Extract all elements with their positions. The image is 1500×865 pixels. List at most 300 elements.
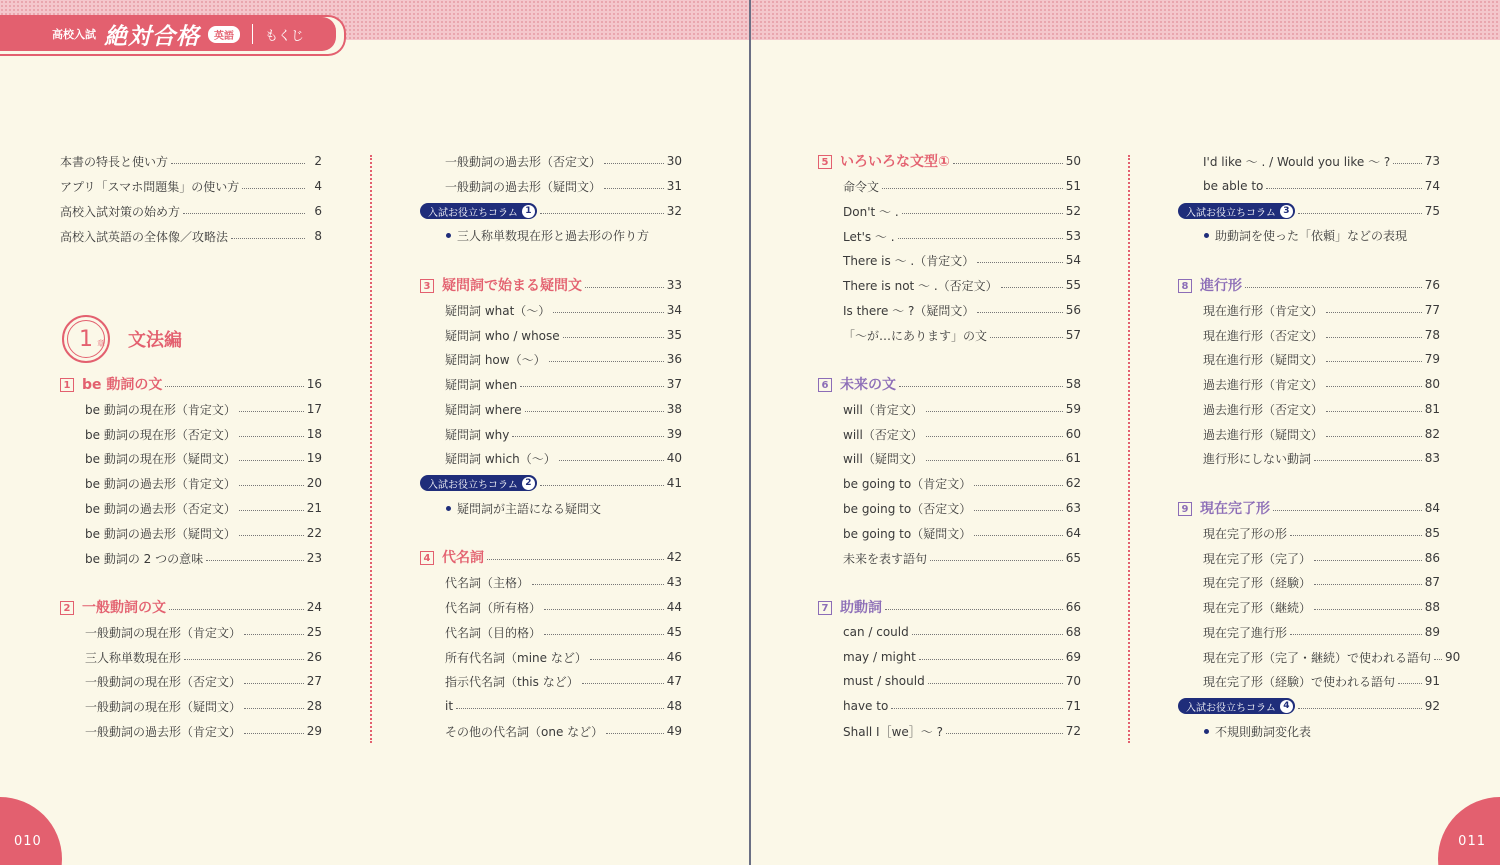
- toc-entry[interactable]: [818, 647, 1081, 667]
- leader-dots: [1298, 708, 1422, 709]
- toc-entry[interactable]: [60, 498, 322, 518]
- column-entry[interactable]: [420, 201, 682, 221]
- leader-dots: [1314, 609, 1422, 610]
- toc-entry-label: 代名詞（目的格）: [445, 625, 542, 640]
- toc-entry-page: 85: [1424, 526, 1440, 540]
- leader-dots: [1290, 535, 1422, 536]
- toc-entry[interactable]: [60, 424, 322, 444]
- toc-entry[interactable]: [818, 226, 1081, 246]
- toc-entry-label: can / could: [843, 625, 909, 639]
- leader-dots: [919, 659, 1063, 660]
- toc-entry-page: 25: [306, 625, 322, 639]
- toc-entry-label: 本書の特長と使い方: [60, 154, 169, 169]
- leader-dots: [590, 659, 664, 660]
- toc-entry-label: be going to（疑問文）: [843, 526, 972, 541]
- leader-dots: [928, 683, 1063, 684]
- leader-dots: [512, 436, 663, 437]
- column-badge: [420, 475, 537, 491]
- leader-dots: [1326, 361, 1422, 362]
- toc-entry[interactable]: [420, 696, 682, 716]
- bullet-icon: [446, 233, 451, 238]
- toc-entry[interactable]: [420, 572, 682, 592]
- leader-dots: [532, 584, 664, 585]
- toc-entry[interactable]: [420, 325, 682, 345]
- leader-dots: [487, 559, 664, 560]
- toc-entry-page: 77: [1424, 303, 1440, 317]
- toc-entry-page: 16: [306, 377, 322, 391]
- toc-section-heading[interactable]: [1178, 275, 1440, 295]
- chapter-suffix: 章: [97, 339, 105, 348]
- toc-entry[interactable]: [60, 647, 322, 667]
- leader-dots: [244, 708, 304, 709]
- toc-entry-page: 40: [666, 451, 682, 465]
- section-title: いろいろな文型①: [840, 154, 950, 170]
- toc-entry-page: 75: [1424, 204, 1440, 218]
- leader-dots: [585, 287, 664, 288]
- leader-dots: [239, 411, 304, 412]
- toc-entry-label: 三人称単数現在形: [85, 650, 182, 665]
- toc-entry[interactable]: [60, 151, 322, 171]
- section-title: 進行形: [1200, 278, 1242, 294]
- toc-entry[interactable]: [1178, 671, 1440, 691]
- bullet-icon: [1204, 729, 1209, 734]
- leader-dots: [239, 535, 304, 536]
- toc-entry[interactable]: [818, 498, 1081, 518]
- header-prefix: 高校入試: [52, 28, 96, 41]
- toc-entry[interactable]: [420, 300, 682, 320]
- leader-dots: [1326, 312, 1422, 313]
- leader-dots: [912, 634, 1063, 635]
- toc-entry-page: 80: [1424, 377, 1440, 391]
- page-number-left: 010: [14, 834, 42, 849]
- toc-entry[interactable]: [1178, 374, 1440, 394]
- toc-section-heading[interactable]: [1178, 498, 1440, 518]
- toc-entry-label: 一般動詞の過去形（疑問文）: [445, 179, 602, 194]
- section-number: 2: [60, 601, 74, 615]
- toc-entry-page: 89: [1424, 625, 1440, 639]
- toc-entry-page: 4: [314, 179, 322, 193]
- toc-entry-label: be 動詞の現在形（疑問文）: [85, 451, 236, 466]
- toc-entry-page: 79: [1424, 352, 1440, 366]
- toc-entry-page: 44: [666, 600, 682, 614]
- toc-entry-page: 60: [1065, 427, 1081, 441]
- toc-entry-label: 現在完了形（完了・継続）で使われる語句: [1203, 650, 1432, 665]
- toc-entry-label: 過去進行形（肯定文）: [1203, 377, 1324, 392]
- leader-dots: [1290, 634, 1422, 635]
- toc-entry-page: 50: [1065, 154, 1081, 168]
- leader-dots: [977, 312, 1062, 313]
- toc-entry-label: 疑問詞 how（～）: [445, 352, 546, 367]
- column-badge-number: 2: [522, 477, 535, 490]
- toc-section-heading[interactable]: [60, 374, 322, 394]
- toc-entry-label: 代名詞（主格）: [445, 575, 530, 590]
- toc-entry-page: 28: [306, 699, 322, 713]
- leader-dots: [244, 634, 304, 635]
- toc-entry-label: 一般動詞の過去形（肯定文）: [85, 724, 242, 739]
- toc-entry-label: 一般動詞の現在形（肯定文）: [85, 625, 242, 640]
- toc-entry-page: 83: [1424, 451, 1440, 465]
- section-title: be 動詞の文: [82, 377, 163, 393]
- page-number-circle-left: [0, 797, 62, 865]
- toc-entry[interactable]: [60, 721, 322, 741]
- toc-entry-page: 64: [1065, 526, 1081, 540]
- toc-entry-page: 26: [306, 650, 322, 664]
- column-badge-number: 1: [522, 205, 535, 218]
- toc-entry-page: 23: [306, 551, 322, 565]
- toc-entry-page: 84: [1424, 501, 1440, 515]
- subject-badge: 英語: [208, 26, 240, 43]
- leader-dots: [977, 262, 1063, 263]
- toc-entry-page: 88: [1424, 600, 1440, 614]
- column-badge-label: 入試お役立ちコラム: [428, 207, 518, 219]
- toc-entry-label: be going to（肯定文）: [843, 476, 972, 491]
- toc-entry-page: 70: [1065, 674, 1081, 688]
- toc-entry[interactable]: [1178, 572, 1440, 592]
- column-note[interactable]: [1204, 721, 1311, 741]
- column-note[interactable]: [446, 498, 601, 518]
- toc-entry-page: 20: [306, 476, 322, 490]
- toc-entry[interactable]: [60, 399, 322, 419]
- toc-entry[interactable]: [818, 325, 1081, 345]
- toc-entry-label: Is there ～ ?（疑問文）: [843, 303, 975, 318]
- toc-entry-label: have to: [843, 699, 889, 713]
- toc-entry[interactable]: [420, 448, 682, 468]
- toc-entry[interactable]: [420, 647, 682, 667]
- toc-entry-page: 41: [666, 476, 682, 490]
- toc-entry[interactable]: [818, 671, 1081, 691]
- toc-entry-page: 38: [666, 402, 682, 416]
- toc-entry-page: 61: [1065, 451, 1081, 465]
- toc-entry-page: 19: [306, 451, 322, 465]
- toc-entry-label: 一般動詞の現在形（疑問文）: [85, 699, 242, 714]
- toc-entry-page: 18: [306, 427, 322, 441]
- toc-entry[interactable]: [818, 424, 1081, 444]
- leader-dots: [540, 213, 664, 214]
- toc-entry-label: 高校入試英語の全体像／攻略法: [60, 229, 229, 244]
- toc-entry-page: 76: [1424, 278, 1440, 292]
- toc-entry-label: 未来を表す語句: [843, 551, 928, 566]
- toc-entry[interactable]: [60, 226, 322, 246]
- toc-entry-page: 33: [666, 278, 682, 292]
- toc-entry-label: Let's ～ .: [843, 229, 895, 244]
- toc-entry-label: be 動詞の 2 つの意味: [85, 551, 204, 566]
- toc-entry[interactable]: [818, 448, 1081, 468]
- toc-entry-page: 21: [306, 501, 322, 515]
- toc-entry-page: 73: [1424, 154, 1440, 168]
- column-entry[interactable]: [1178, 696, 1440, 716]
- toc-entry-page: 8: [314, 229, 322, 243]
- leader-dots: [953, 163, 1063, 164]
- leader-dots: [544, 609, 664, 610]
- leader-dots: [549, 361, 664, 362]
- toc-entry-page: 37: [666, 377, 682, 391]
- toc-entry-label: 代名詞（所有格）: [445, 600, 542, 615]
- toc-entry[interactable]: [60, 201, 322, 221]
- toc-entry[interactable]: [60, 548, 322, 568]
- leader-dots: [974, 510, 1063, 511]
- toc-entry-page: 34: [666, 303, 682, 317]
- section-title: 代名詞: [442, 550, 484, 566]
- toc-entry-page: 49: [666, 724, 682, 738]
- toc-entry[interactable]: [818, 622, 1081, 642]
- column-badge: [420, 203, 537, 219]
- toc-entry[interactable]: [420, 597, 682, 617]
- page-number-right: 011: [1458, 834, 1486, 849]
- toc-entry-page: 90: [1445, 650, 1461, 664]
- toc-entry-label: 現在進行形（否定文）: [1203, 328, 1324, 343]
- section-number: 6: [818, 378, 832, 392]
- toc-entry-page: 27: [306, 674, 322, 688]
- column-badge-label: 入試お役立ちコラム: [1186, 207, 1276, 219]
- leader-dots: [882, 188, 1063, 189]
- section-title: 一般動詞の文: [82, 600, 166, 616]
- leader-dots: [990, 337, 1063, 338]
- toc-entry[interactable]: [60, 622, 322, 642]
- section-number: 7: [818, 601, 832, 615]
- leader-dots: [1398, 683, 1422, 684]
- toc-entry-page: 63: [1065, 501, 1081, 515]
- section-number: 9: [1178, 502, 1192, 516]
- toc-entry-label: 一般動詞の過去形（否定文）: [445, 154, 602, 169]
- header-title: 絶対合格: [104, 23, 200, 50]
- toc-entry-label: 現在完了進行形: [1203, 625, 1288, 640]
- leader-dots: [898, 238, 1063, 239]
- toc-entry-page: 29: [306, 724, 322, 738]
- leader-dots: [1326, 411, 1422, 412]
- toc-section-heading[interactable]: [60, 597, 322, 617]
- toc-entry[interactable]: [818, 300, 1081, 320]
- leader-dots: [926, 436, 1063, 437]
- toc-section-heading[interactable]: [818, 374, 1081, 394]
- leader-dots: [171, 163, 305, 164]
- book-spine: [749, 0, 751, 865]
- toc-entry[interactable]: [818, 548, 1081, 568]
- leader-dots: [930, 560, 1063, 561]
- toc-entry-label: may / might: [843, 650, 916, 664]
- leader-dots: [520, 386, 663, 387]
- toc-entry-label: 現在完了形（経験）: [1203, 575, 1312, 590]
- leader-dots: [926, 411, 1063, 412]
- leader-dots: [553, 312, 663, 313]
- toc-entry-page: 92: [1424, 699, 1440, 713]
- toc-entry[interactable]: [420, 622, 682, 642]
- leader-dots: [1314, 584, 1422, 585]
- column-note-label: 不規則動詞変化表: [1215, 724, 1312, 739]
- toc-entry-page: 65: [1065, 551, 1081, 565]
- toc-entry[interactable]: [1178, 349, 1440, 369]
- section-title: 疑問詞で始まる疑問文: [442, 278, 582, 294]
- toc-entry-label: Don't ～ .: [843, 204, 899, 219]
- toc-entry[interactable]: [1178, 622, 1440, 642]
- toc-entry[interactable]: [420, 151, 682, 171]
- toc-entry[interactable]: [420, 374, 682, 394]
- leader-dots: [244, 733, 304, 734]
- toc-entry[interactable]: [420, 671, 682, 691]
- toc-entry-label: There is not ～ .（否定文）: [843, 278, 998, 293]
- toc-entry[interactable]: [1178, 523, 1440, 543]
- leader-dots: [239, 436, 304, 437]
- toc-entry[interactable]: [1178, 647, 1461, 667]
- section-number: 5: [818, 155, 832, 169]
- toc-entry-page: 68: [1065, 625, 1081, 639]
- toc-entry[interactable]: [420, 721, 682, 741]
- column-note-label: 三人称単数現在形と過去形の作り方: [457, 228, 650, 243]
- leader-dots: [606, 733, 664, 734]
- column-entry[interactable]: [420, 473, 682, 493]
- toc-entry[interactable]: [1178, 424, 1440, 444]
- toc-entry[interactable]: [60, 696, 322, 716]
- toc-entry[interactable]: [818, 473, 1081, 493]
- leader-dots: [183, 213, 305, 214]
- toc-column-1: [60, 150, 322, 750]
- toc-entry-page: 52: [1065, 204, 1081, 218]
- chapter-title: 文法編: [128, 330, 182, 351]
- toc-entry-label: 高校入試対策の始め方: [60, 204, 181, 219]
- toc-entry-label: will（疑問文）: [843, 451, 923, 466]
- header-tab: [0, 17, 336, 51]
- toc-entry-page: 22: [306, 526, 322, 540]
- toc-entry-page: 87: [1424, 575, 1440, 589]
- toc-entry[interactable]: [818, 275, 1081, 295]
- toc-entry[interactable]: [1178, 176, 1440, 196]
- toc-entry-page: 31: [666, 179, 682, 193]
- toc-entry-page: 2: [314, 154, 322, 168]
- toc-entry-label: be 動詞の現在形（否定文）: [85, 427, 236, 442]
- toc-entry-label: 疑問詞 when: [445, 377, 518, 392]
- toc-entry[interactable]: [1178, 448, 1440, 468]
- leader-dots: [974, 485, 1063, 486]
- leader-dots: [456, 708, 664, 709]
- toc-entry[interactable]: [818, 399, 1081, 419]
- toc-entry-label: 疑問詞 who / whose: [445, 328, 560, 343]
- section-number: 4: [420, 551, 434, 565]
- toc-entry[interactable]: [420, 176, 682, 196]
- toc-entry-label: will（否定文）: [843, 427, 923, 442]
- toc-entry-label: 過去進行形（疑問文）: [1203, 427, 1324, 442]
- toc-entry-page: 57: [1065, 328, 1081, 342]
- leader-dots: [559, 460, 664, 461]
- leader-dots: [1245, 287, 1422, 288]
- toc-entry[interactable]: [1178, 325, 1440, 345]
- toc-entry-label: must / should: [843, 674, 925, 688]
- toc-entry-page: 47: [666, 674, 682, 688]
- toc-entry-page: 51: [1065, 179, 1081, 193]
- leader-dots: [165, 386, 303, 387]
- toc-entry[interactable]: [1178, 597, 1440, 617]
- toc-entry-label: 所有代名詞（mine など）: [445, 650, 587, 665]
- toc-entry[interactable]: [1178, 151, 1440, 171]
- column-note-label: 助動詞を使った「依頼」などの表現: [1215, 228, 1408, 243]
- toc-entry-label: 疑問詞 where: [445, 402, 522, 417]
- toc-entry-page: 6: [314, 204, 322, 218]
- leader-dots: [1001, 287, 1063, 288]
- toc-entry[interactable]: [60, 671, 322, 691]
- toc-section-heading[interactable]: [420, 547, 682, 567]
- column-badge: [1178, 698, 1295, 714]
- toc-entry-page: 48: [666, 699, 682, 713]
- toc-entry-label: be able to: [1203, 179, 1264, 193]
- leader-dots: [169, 609, 304, 610]
- toc-entry-page: 39: [666, 427, 682, 441]
- toc-entry[interactable]: [60, 448, 322, 468]
- leader-dots: [1326, 386, 1422, 387]
- column-badge-label: 入試お役立ちコラム: [1186, 702, 1276, 714]
- leader-dots: [891, 708, 1062, 709]
- toc-entry-page: 43: [666, 575, 682, 589]
- toc-entry[interactable]: [60, 176, 322, 196]
- leader-dots: [946, 733, 1063, 734]
- toc-entry[interactable]: [1178, 399, 1440, 419]
- leader-dots: [1314, 460, 1422, 461]
- toc-section-heading[interactable]: [818, 597, 1081, 617]
- column-note[interactable]: [1204, 225, 1407, 245]
- leader-dots: [1273, 510, 1422, 511]
- toc-entry-label: 過去進行形（否定文）: [1203, 402, 1324, 417]
- toc-column-2: [420, 150, 682, 750]
- toc-section-heading[interactable]: [420, 275, 682, 295]
- toc-column-4: [1178, 150, 1461, 750]
- column-badge-label: 入試お役立ちコラム: [428, 479, 518, 491]
- column-entry[interactable]: [1178, 201, 1440, 221]
- toc-entry-page: 78: [1424, 328, 1440, 342]
- toc-entry-page: 55: [1065, 278, 1081, 292]
- section-title: 助動詞: [840, 600, 882, 616]
- toc-section-heading[interactable]: [818, 151, 1081, 171]
- toc-entry[interactable]: [818, 523, 1081, 543]
- toc-entry-page: 86: [1424, 551, 1440, 565]
- toc-entry-label: it: [445, 699, 454, 713]
- column-badge-number: 4: [1280, 700, 1293, 713]
- toc-entry-label: will（肯定文）: [843, 402, 923, 417]
- toc-entry[interactable]: [1178, 300, 1440, 320]
- toc-entry[interactable]: [60, 523, 322, 543]
- toc-entry-label: be 動詞の現在形（肯定文）: [85, 402, 236, 417]
- toc-entry-label: 「～が…にあります」の文: [843, 328, 988, 343]
- leader-dots: [1266, 188, 1421, 189]
- toc-entry[interactable]: [818, 721, 1081, 741]
- toc-entry-page: 58: [1065, 377, 1081, 391]
- leader-dots: [244, 683, 304, 684]
- section-number: 3: [420, 279, 434, 293]
- toc-entry[interactable]: [818, 201, 1081, 221]
- toc-entry-label: 現在完了形（完了）: [1203, 551, 1312, 566]
- toc-column-3: [818, 150, 1081, 750]
- column-note[interactable]: [446, 225, 649, 245]
- toc-entry-label: There is ～ .（肯定文）: [843, 253, 975, 268]
- leader-dots: [540, 485, 664, 486]
- toc-entry-page: 35: [666, 328, 682, 342]
- toc-entry-page: 56: [1065, 303, 1081, 317]
- toc-entry-page: 74: [1424, 179, 1440, 193]
- leader-dots: [1434, 659, 1442, 660]
- toc-entry[interactable]: [420, 424, 682, 444]
- toc-entry[interactable]: [818, 250, 1081, 270]
- toc-entry[interactable]: [818, 176, 1081, 196]
- leader-dots: [604, 163, 664, 164]
- leader-dots: [563, 337, 664, 338]
- toc-entry[interactable]: [1178, 548, 1440, 568]
- toc-entry-page: 32: [666, 204, 682, 218]
- toc-entry-label: 現在進行形（肯定文）: [1203, 303, 1324, 318]
- toc-entry[interactable]: [60, 473, 322, 493]
- toc-entry-label: 進行形にしない動詞: [1203, 451, 1312, 466]
- toc-entry[interactable]: [818, 696, 1081, 716]
- section-label: もくじ: [265, 28, 305, 44]
- toc-entry[interactable]: [420, 349, 682, 369]
- toc-entry[interactable]: [420, 399, 682, 419]
- toc-entry-page: 46: [666, 650, 682, 664]
- leader-dots: [582, 683, 664, 684]
